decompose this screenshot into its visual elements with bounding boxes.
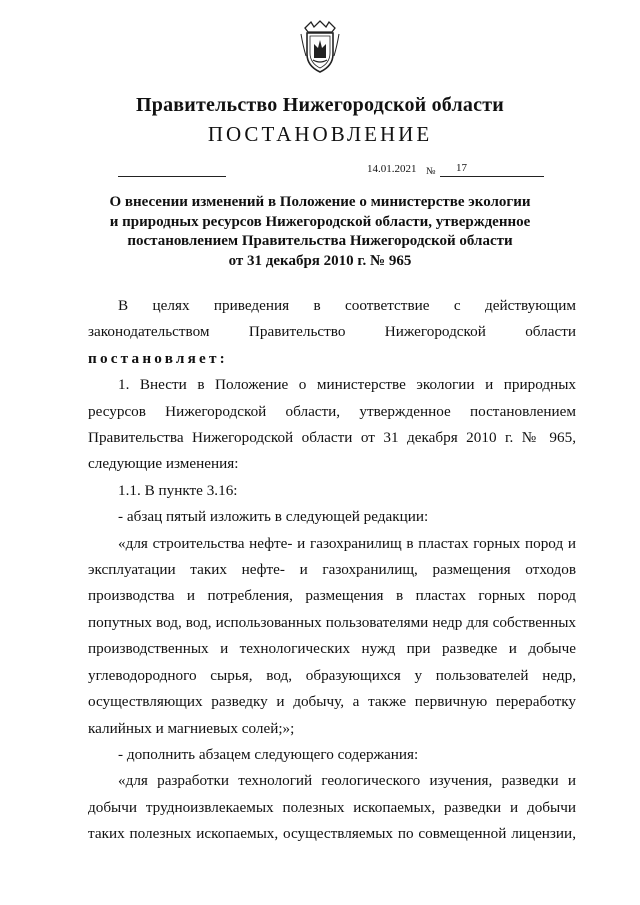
signature-line xyxy=(118,176,226,177)
resolves-word: постановляет: xyxy=(88,349,228,367)
document-number: 17 xyxy=(456,162,467,174)
subject-line: от 31 декабря 2010 г. № 965 xyxy=(228,252,412,269)
number-underline xyxy=(440,176,544,177)
paragraph-5-text: «для строительства нефте- и газохранилищ в пластах горных пород и эксплуатации таких нефте- и газохранилищ, размещения отходов производства и потребления, размещения в пластах горных пород попутных вод, вод, использованных пользователями недр для собственных производственных и технологических нужд при разведке и добыче углеводородного сырья, вод, образующихся у пользователей недр, осуществляющих разведку и добычу, а также первичную переработку калийных и магниевых солей;»; xyxy=(88,534,576,737)
subject-line: постановлением Правительства Нижегородской области xyxy=(127,233,513,249)
government-name: Правительство Нижегородской области xyxy=(136,94,504,116)
coat-of-arms-icon xyxy=(299,20,341,74)
item-1: 1. Внести в Положение о министерстве экологии и природных ресурсов Нижегородской области, утвержденное постановлением Правительства Нижегородской области от 31 декабря 2010 г. № 965, следующие изменения: xyxy=(88,376,576,473)
document-date: 14.01.2021 xyxy=(367,163,417,175)
addition-intro: - дополнить абзацем следующего содержания: xyxy=(118,745,419,763)
subject-line: и природных ресурсов Нижегородской области, утвержденное xyxy=(109,213,531,230)
addition-text: «для разработки технологий геологического изучения, разведки и добычи трудноизвлекаемых полезных ископаемых, разведки и добычи таких полезных ископаемых, осуществляемых по совмещенной лицензии, xyxy=(88,772,576,843)
paragraph-5-intro: - абзац пятый изложить в следующей редакции: xyxy=(118,508,429,526)
subject-line: О внесении изменений в Положение о министерстве экологии xyxy=(109,194,531,210)
document-body xyxy=(88,293,576,848)
document-type: ПОСТАНОВЛЕНИЕ xyxy=(207,122,433,146)
item-1-1: 1.1. В пункте 3.16: xyxy=(118,481,238,499)
document-subject xyxy=(100,193,540,271)
preamble: В целях приведения в соответствие с действующим законодательством Правительство Нижегородской области xyxy=(88,297,576,341)
number-sign: № xyxy=(426,166,436,177)
resolves xyxy=(88,346,576,372)
